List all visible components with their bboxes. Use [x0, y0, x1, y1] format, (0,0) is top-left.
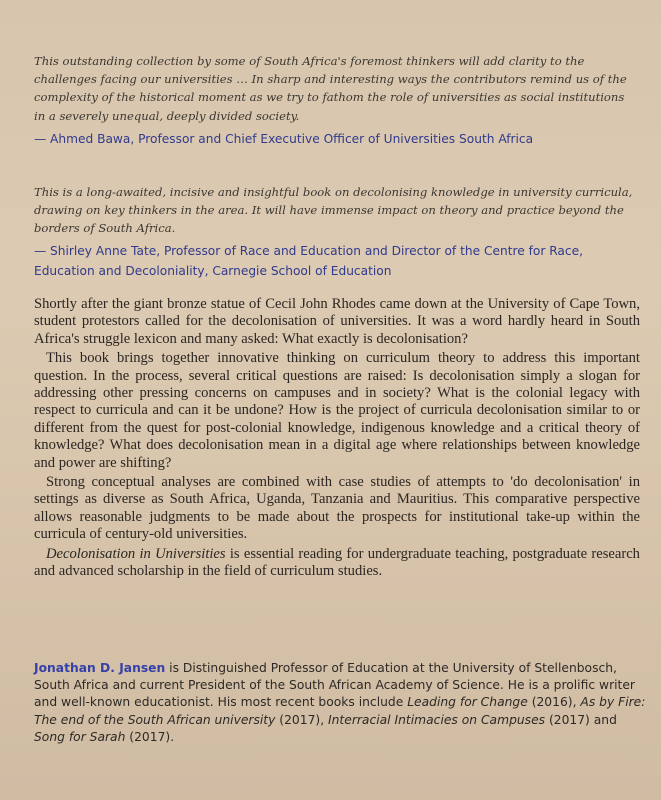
- book-title: Interracial Intimacies on Campuses: [328, 712, 546, 727]
- bio-text: is Distinguished Professor of Education at the University of Stellenbosch, South Africa and current President of the South African Academy of Science. He is a prolific writer and well-known educationist. His most recent books include: [34, 661, 635, 710]
- endorsement-tate: [34, 183, 634, 282]
- endorsement-quote: This outstanding collection by some of South Africa's foremost thinkers will add clarity to the challenges facing our universities … In sharp and interesting ways the contributors remind us of the complexity of the historical moment as we try to fathom the role of universities as social institutions in a severely unequal, deeply divided society.: [34, 54, 627, 123]
- author-name: Jonathan D. Jansen: [34, 661, 166, 675]
- description-paragraph: Strong conceptual analyses are combined with case studies of attempts to 'do decolonisation' in settings as diverse as South Africa, Uganda, Tanzania and Mauritius. This comparative perspective allows reasonable judgments to be made about the prospects for institutional take-up within the curricula of century-old universities.: [34, 474, 640, 543]
- endorsements: [34, 52, 634, 281]
- endorsement-attribution: — Ahmed Bawa, Professor and Chief Executive Officer of Universities South Africa: [34, 131, 534, 146]
- book-title: Decolonisation in Universities: [46, 545, 226, 562]
- description-paragraph: Shortly after the giant bronze statue of Cecil John Rhodes came down at the University of Cape Town, student protestors called for the decolonisation of universities. It was a word hardly heard in South Africa's struggle lexicon and many asked: What exactly is decolonisation?: [34, 296, 640, 347]
- description-paragraph: This book brings together innovative thinking on curriculum theory to address this important question. In the process, several critical questions are raised: Is decolonisation simply a slogan for addressing other pressing concerns on campuses and in society? What is the colonial legacy with respect to curricula and can it be undone? How is the project of curricula decolonisation similar to or different from the quest for post-colonial knowledge, indigenous knowledge and a critical theory of knowledge? What does decolonisation mean in a digital age where relationships between knowledge and power are shifting?: [34, 350, 640, 471]
- book-title: Leading for Change: [407, 695, 528, 710]
- author-bio: [34, 660, 646, 746]
- bio-text: (2017),: [275, 712, 329, 727]
- bio-text: (2017) and: [545, 712, 617, 727]
- description-text: is essential reading for undergraduate teaching, postgraduate research and advanced scholarship in the field of curriculum studies.: [34, 545, 640, 580]
- description-paragraph: [34, 546, 640, 581]
- author-bio-text: [34, 660, 646, 746]
- bio-text: (2016),: [527, 695, 581, 710]
- book-title: Song for Sarah: [34, 729, 126, 744]
- book-description: [34, 296, 640, 581]
- book-title: As by Fire: The end of the South African university: [34, 695, 646, 727]
- endorsement-bawa: [34, 52, 634, 149]
- endorsement-quote: This is a long-awaited, incisive and insightful book on decolonising knowledge in university curricula, drawing on key thinkers in the area. It will have immense impact on theory and practice beyond the borders of South Africa.: [34, 184, 633, 236]
- endorsement-attribution: — Shirley Anne Tate, Professor of Race and Education and Director of the Centre for Race, Education and Decoloniality, Carnegie School of Education: [34, 244, 583, 279]
- bio-text: (2017).: [125, 729, 175, 744]
